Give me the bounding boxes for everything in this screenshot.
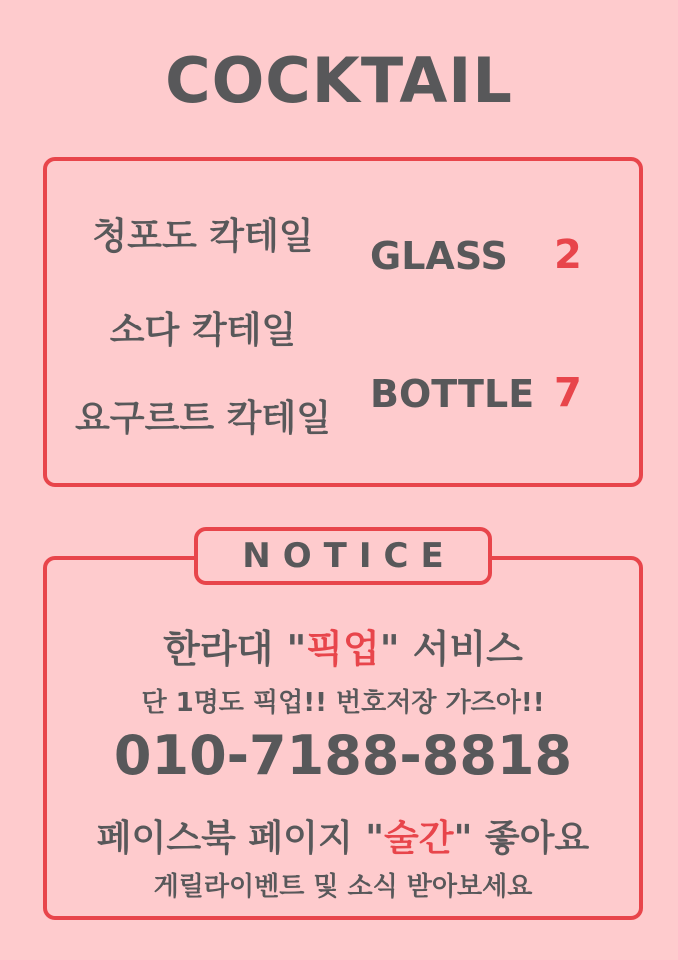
pickup-prefix: 한라대 " <box>163 627 307 671</box>
notice-heading: NOTICE <box>194 527 492 585</box>
glass-label: GLASS <box>370 234 508 278</box>
facebook-highlight: 술간 <box>384 818 454 859</box>
menu-item-soda-cocktail: 소다 칵테일 <box>109 310 297 351</box>
phone-number: 010-7188-8818 <box>113 724 573 787</box>
event-news-line: 게릴라이벤트 및 소식 받아보세요 <box>153 872 533 902</box>
facebook-page-line <box>43 810 643 861</box>
page-title: COCKTAIL <box>165 44 513 117</box>
pickup-highlight: 픽업 <box>306 627 380 671</box>
save-number-line: 단 1명도 픽업!! 번호저장 가즈아!! <box>141 688 545 718</box>
pickup-service-line <box>43 618 643 673</box>
glass-price: 2 <box>554 232 582 278</box>
pickup-suffix: " 서비스 <box>379 627 523 671</box>
facebook-suffix: " 좋아요 <box>453 818 590 859</box>
menu-item-green-grape-cocktail: 청포도 칵테일 <box>92 216 314 257</box>
bottle-price: 7 <box>554 370 582 416</box>
bottle-label: BOTTLE <box>370 372 535 416</box>
menu-item-yogurt-cocktail: 요구르트 칵테일 <box>75 398 331 439</box>
facebook-prefix: 페이스북 페이지 " <box>96 818 385 859</box>
